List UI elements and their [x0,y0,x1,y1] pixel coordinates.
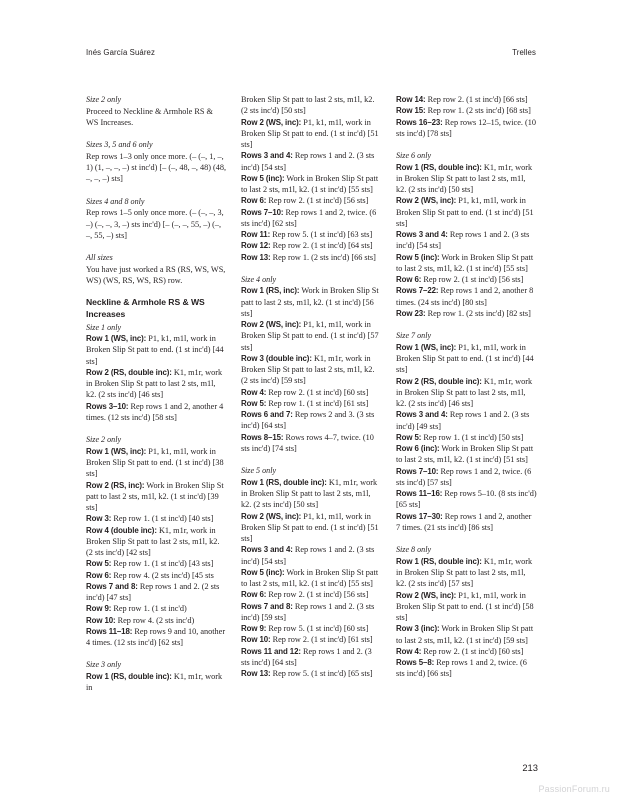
row-label: Row 3 (double inc): [241,353,312,363]
paragraph-spacer [86,286,227,297]
row-instruction-text: Rep row 5. (1 st inc'd) [60 sts] [266,624,369,634]
instruction-row [396,488,537,511]
row-instruction-text: Rep rows 5–10. (8 sts inc'd) [65 sts] [396,489,537,510]
instruction-row [86,333,227,367]
row-instruction-text: Rep rows 1 and 2, twice. (6 sts inc'd) [66 sts] [396,658,527,679]
row-instruction-text: P1, k1, m1l, work in Broken Slip St patt to end. (1 st inc'd) [51 sts] [396,196,534,228]
instruction-row [241,398,382,409]
instruction-paragraph: You have just worked a RS (RS, WS, WS, WS) (WS, RS, WS, RS) row. [86,264,226,286]
instruction-row [396,466,537,489]
row-instruction-text: K1, m1r, work in Broken Slip St patt to last 2 sts, m1l, k2. (2 sts inc'd) [50 sts] [396,162,533,195]
instruction-row [396,285,537,308]
text-column-3 [396,94,537,749]
instruction-row [396,590,537,624]
row-instruction-text: Rep row 1. (1 st inc'd) [40 sts] [111,514,214,524]
row-instruction-text: Work in Broken Slip St patt to last 2 sts, m1l, k2. (1 st inc'd) [51 sts] [396,444,534,465]
instruction-row [241,623,382,634]
instruction-row [396,94,537,105]
instruction-row [396,657,537,680]
paragraph-spacer [86,128,227,139]
instruction-row [241,240,382,251]
instruction-row [396,162,537,196]
paragraph-spacer [396,139,537,150]
row-label: Row 2 (WS, inc): [241,320,302,330]
instruction-row [86,401,227,424]
row-instruction-text: Rep rows 1 and 2. (3 sts inc'd) [59 sts] [241,601,375,622]
size-heading: Size 8 only [396,545,432,555]
row-instruction-text: P1, k1, m1l, work in Broken Slip St patt to end. (1 st inc'd) [58 sts] [396,590,534,623]
instruction-paragraph: Rep rows 1–5 only once more. (– (–, –, 3, –) (–, –, 3, –) sts inc'd) [– (–, –, 55, –) (–, –, 55, –) sts] [86,208,224,240]
row-label: Row 15: [396,106,426,116]
row-label: Rows 3 and 4: [241,545,293,555]
instruction-row [86,513,227,524]
row-label: Rows 3–10: [86,401,129,411]
row-instruction-text: Rep rows 1 and 2, another 4 times. (12 sts inc'd) [58 sts] [86,401,224,422]
instruction-row [396,229,537,252]
instruction-row [241,567,382,590]
row-instruction-text: P1, k1, m1l, work in Broken Slip St patt to end. (1 st inc'd) [57 sts] [241,320,379,352]
instruction-row [241,409,382,432]
paragraph-spacer [396,319,537,330]
instruction-row [241,387,382,398]
paragraph-spacer [86,423,227,434]
row-instruction-text: Rep row 2. (1 st inc'd) [64 sts] [270,241,373,251]
size-heading: Size 3 only [86,660,122,670]
row-instruction-text: Work in Broken Slip St patt to last 2 sts, m1l, k2. (1 st inc'd) [39 sts] [86,480,224,513]
size-heading: Size 7 only [396,331,432,341]
instruction-row [241,601,382,624]
instruction-row [241,544,382,567]
row-label: Row 5 (inc): [241,173,285,183]
row-instruction-text: Rep rows 1 and 2, another 7 times. (21 sts inc'd) [86 sts] [396,511,532,532]
size-heading: Size 4 only [241,274,277,284]
running-head [86,48,536,57]
row-instruction-text: Rep row 1. (1 st inc'd) [61 sts] [266,398,369,408]
row-label: Row 2 (RS, inc): [86,480,145,490]
instruction-row [241,150,382,173]
instruction-row [86,558,227,569]
page-number: 213 [522,762,538,773]
row-label: Rows 11–18: [86,626,133,636]
running-head-pattern: Trelles [512,48,536,57]
instruction-row [396,432,537,443]
row-label: Rows 8–15: [241,432,284,442]
row-instruction-text: Rep row 1. (2 sts inc'd) [66 sts] [270,252,376,262]
row-instruction-text: Rep rows 1 and 2. (3 sts inc'd) [54 sts] [241,545,375,566]
row-label: Row 1 (RS, inc): [241,286,300,296]
instruction-row [241,207,382,230]
instruction-row [241,589,382,600]
row-label: Rows 7–10: [241,207,284,217]
row-label: Rows 3 and 4: [241,151,293,161]
instruction-paragraph: Rep rows 1–3 only once more. (– (–, 1, –, 1) (1, –, –, –) st inc'd) [– (–, 48, –, 48) (48, –, –, –) sts] [86,151,227,184]
row-label: Row 4: [241,387,267,397]
row-instruction-text: Rep row 2. (1 st inc'd) [60 sts] [266,387,369,397]
instruction-row [396,556,537,590]
instruction-row [241,634,382,645]
row-instruction-text: Rep row 2. (1 st inc'd) [56 sts] [266,196,369,206]
row-label: Row 5: [241,398,267,408]
row-label: Row 6: [241,196,267,206]
row-label: Rows 7–10: [396,466,439,476]
row-label: Row 9: [86,604,112,614]
row-label: Row 13: [241,252,271,262]
instruction-row [241,477,382,511]
row-instruction-text: Rep rows 1 and 2. (3 sts inc'd) [64 sts] [241,646,372,667]
text-column-1 [86,94,227,749]
row-instruction-text: Rep rows 1 and 2. (3 sts inc'd) [54 sts] [396,230,530,251]
instruction-row [86,367,227,401]
row-label: Row 5: [86,559,112,569]
instruction-row [396,511,537,534]
size-heading: Size 2 only [86,435,122,445]
instruction-row [86,480,227,514]
instruction-row [241,173,382,196]
row-label: Row 5 (inc): [396,252,440,262]
row-label: Row 2 (RS, double inc): [396,376,482,386]
instruction-row [241,646,382,669]
row-instruction-text: K1, m1r, work in Broken Slip St patt to last 2 sts, m1l, k2. (2 sts inc'd) [46 sts] [86,367,223,400]
row-instruction-text: P1, k1, m1l, work in Broken Slip St patt to end. (1 st inc'd) [38 sts] [86,446,224,479]
row-instruction-text: Rep row 2. (1 st inc'd) [56 sts] [266,590,369,600]
row-label: Row 6: [241,590,267,600]
paragraph-spacer [396,533,537,544]
text-columns [86,94,538,749]
row-instruction-text: Rep row 1. (2 sts inc'd) [68 sts] [425,106,531,116]
row-instruction-text: Work in Broken Slip St patt to last 2 sts, m1l, k2. (1 st inc'd) [59 sts] [396,624,534,645]
instruction-paragraph: Broken Slip St patt to last 2 sts, m1l, k2. (2 sts inc'd) [50 sts] [241,95,375,116]
size-heading: All sizes [86,253,113,263]
row-instruction-text: Rep rows 1 and 2. (3 sts inc'd) [49 sts] [396,410,530,431]
instruction-row [241,252,382,263]
row-instruction-text: Work in Broken Slip St patt to last 2 sts, m1l, k2. (1 st inc'd) [55 sts] [396,252,534,273]
row-instruction-text: Rep row 1. (1 st inc'd) [50 sts] [421,432,524,442]
instruction-row [86,603,227,614]
row-instruction-text: Work in Broken Slip St patt to last 2 sts, m1l, k2. (1 st inc'd) [55 sts] [241,173,379,194]
row-label: Rows 3 and 4: [396,230,448,240]
row-instruction-text: Rep row 2. (1 st inc'd) [56 sts] [421,275,524,285]
row-label: Row 1 (RS, double inc): [396,556,482,566]
instruction-row [241,195,382,206]
paragraph-spacer [241,263,382,274]
row-instruction-text: P1, k1, m1l, work in Broken Slip St patt to end. (1 st inc'd) [44 sts] [86,334,224,366]
row-label: Row 6: [396,275,422,285]
row-label: Rows 11–16: [396,489,443,499]
row-label: Row 1 (WS, inc): [396,342,457,352]
instruction-row [396,623,537,646]
row-instruction-text: Rows rows 4–7, twice. (10 sts inc'd) [74 sts] [241,432,374,453]
row-label: Rows 7 and 8: [241,601,293,611]
watermark: PassionForum.ru [538,784,610,794]
instruction-row [86,626,227,649]
row-label: Row 14: [396,95,426,104]
row-instruction-text: Rep row 1. (1 st inc'd) [111,604,187,614]
row-instruction-text: Rep row 2. (1 st inc'd) [60 sts] [421,646,524,656]
row-instruction-text: Rep rows 12–15, twice. (10 sts inc'd) [78 sts] [396,117,536,138]
row-instruction-text: K1, m1r, work in Broken Slip St patt to last 2 sts, m1l, k2. (2 sts inc'd) [50 sts] [241,477,378,510]
row-label: Row 1 (WS, inc): [86,334,147,344]
paragraph-spacer [86,648,227,659]
row-instruction-text: Rep rows 1 and 2, another 8 times. (24 sts inc'd) [80 sts] [396,286,534,307]
row-instruction-text: Rep row 1. (1 st inc'd) [43 sts] [111,559,214,569]
instruction-row [396,409,537,432]
row-instruction-text: Work in Broken Slip St patt to last 2 sts, m1l, k2. (1 st inc'd) [56 sts] [241,286,379,318]
instruction-paragraph: Proceed to Neckline & Armhole RS & WS Increases. [86,106,213,127]
row-instruction-text: Rep row 5. (1 st inc'd) [63 sts] [270,230,373,239]
row-label: Rows 6 and 7: [241,410,293,420]
size-heading: Sizes 4 and 8 only [86,196,145,206]
instruction-row [86,446,227,480]
row-label: Row 12: [241,241,271,251]
instruction-row [241,319,382,353]
row-label: Row 6: [86,570,112,580]
row-label: Row 11: [241,230,271,239]
instruction-row [396,376,537,410]
size-heading: Size 5 only [241,466,277,476]
row-label: Row 4 (double inc): [86,525,157,535]
row-instruction-text: Rep rows 1 and 2. (2 sts inc'd) [47 sts] [86,581,220,603]
row-instruction-text: Rep rows 1 and 2, twice. (6 sts inc'd) [57 sts] [396,466,532,487]
instruction-row [396,443,537,466]
instruction-row [241,432,382,455]
row-instruction-text: Work in Broken Slip St patt to last 2 sts, m1l, k2. (1 st inc'd) [55 sts] [241,567,379,589]
instruction-row [86,671,227,694]
row-label: Row 1 (RS, double inc): [396,162,482,172]
row-instruction-text: Rep rows 1 and 2. (3 sts inc'd) [54 sts] [241,151,375,172]
row-label: Rows 7 and 8: [86,581,138,591]
instruction-row [396,274,537,285]
row-instruction-text: Rep row 2. (1 st inc'd) [66 sts] [425,95,528,104]
row-instruction-text: Rep rows 9 and 10, another 4 times. (12 sts inc'd) [62 sts] [86,626,226,648]
row-instruction-text: Rep row 5. (1 st inc'd) [65 sts] [270,669,373,679]
row-label: Row 2 (WS, inc): [241,117,302,127]
row-instruction-text: K1, m1r, work in Broken Slip St patt to last 2 sts, m1l, k2. (2 sts inc'd) [59 sts] [241,353,375,386]
instruction-row [241,117,382,151]
row-instruction-text: K1, m1r, work in [86,672,223,693]
row-instruction-text: P1, k1, m1l, work in Broken Slip St patt to end. (1 st inc'd) [44 sts] [396,342,534,375]
row-label: Row 10: [241,635,271,645]
row-label: Row 4: [396,646,422,656]
row-label: Row 2 (WS, inc): [396,196,457,206]
row-instruction-text: K1, m1r, work in Broken Slip St patt to last 2 sts, m1l, k2. (2 sts inc'd) [46 sts] [396,376,533,409]
row-label: Row 10: [86,615,116,625]
row-instruction-text: Rep row 4. (2 sts inc'd) [115,615,195,625]
row-label: Row 13: [241,669,271,679]
row-label: Row 23: [396,308,426,318]
row-label: Row 5: [396,432,422,442]
instruction-row [396,646,537,657]
paragraph-spacer [86,241,227,252]
instruction-row [241,285,382,319]
row-label: Row 6 (inc): [396,444,440,454]
row-label: Row 3 (inc): [396,624,440,634]
row-instruction-text: Rep rows 1 and 2, twice. (6 sts inc'd) [62 sts] [241,207,377,228]
instruction-row [241,229,382,240]
instruction-row [396,252,537,275]
row-instruction-text: Rep row 2. (1 st inc'd) [61 sts] [270,635,373,645]
instruction-row [396,105,537,116]
paragraph-spacer [241,454,382,465]
row-instruction-text: P1, k1, m1l, work in Broken Slip St patt to end. (1 st inc'd) [51 sts] [241,511,379,544]
row-instruction-text: Rep rows 2 and 3. (3 sts inc'd) [64 sts] [241,410,375,431]
row-label: Row 1 (WS, inc): [86,446,147,456]
row-instruction-text: K1, m1r, work in Broken Slip St patt to last 2 sts, m1l, k2. (2 sts inc'd) [57 sts] [396,556,533,589]
instruction-row [396,342,537,376]
running-head-author: Inés García Suárez [86,48,155,57]
row-label: Rows 16–23: [396,117,443,127]
instruction-row [396,195,537,229]
instruction-row [86,525,227,559]
row-label: Rows 7–22: [396,286,439,296]
row-label: Row 2 (WS, inc): [396,590,457,600]
row-label: Rows 3 and 4: [396,410,448,420]
instruction-row [241,353,382,387]
instruction-row [396,308,537,319]
instruction-row [241,511,382,545]
row-label: Row 1 (RS, double inc): [86,672,172,682]
row-instruction-text: Rep row 4. (2 sts inc'd) [45 sts [111,570,214,580]
instruction-row [241,668,382,679]
text-column-2 [241,94,382,749]
paragraph-spacer [86,185,227,196]
row-label: Row 3: [86,514,112,524]
size-heading: Size 6 only [396,151,432,160]
instruction-row [86,570,227,581]
row-instruction-text: K1, m1r, work in Broken Slip St patt to last 2 sts, m1l, k2. (2 sts inc'd) [42 sts] [86,525,220,558]
row-label: Rows 11 and 12: [241,646,301,656]
row-label: Row 5 (inc): [241,567,285,577]
row-label: Rows 5–8: [396,658,435,668]
size-heading: Size 2 only [86,95,122,104]
size-heading: Size 1 only [86,322,122,332]
row-label: Rows 17–30: [396,511,443,521]
row-label: Row 1 (RS, double inc): [241,477,327,487]
row-instruction-text: P1, k1, m1l, work in Broken Slip St patt to end. (1 st inc'd) [51 sts] [241,117,379,149]
size-heading: Sizes 3, 5 and 6 only [86,140,153,150]
row-label: Row 2 (RS, double inc): [86,367,172,377]
instruction-row [86,615,227,626]
section-heading: Neckline & Armhole RS & WS Increases [86,297,205,319]
row-label: Row 2 (WS, inc): [241,511,302,521]
instruction-row [86,581,227,604]
instruction-row [396,117,537,140]
row-label: Row 9: [241,624,267,634]
row-instruction-text: Rep row 1. (2 sts inc'd) [82 sts] [425,308,531,318]
